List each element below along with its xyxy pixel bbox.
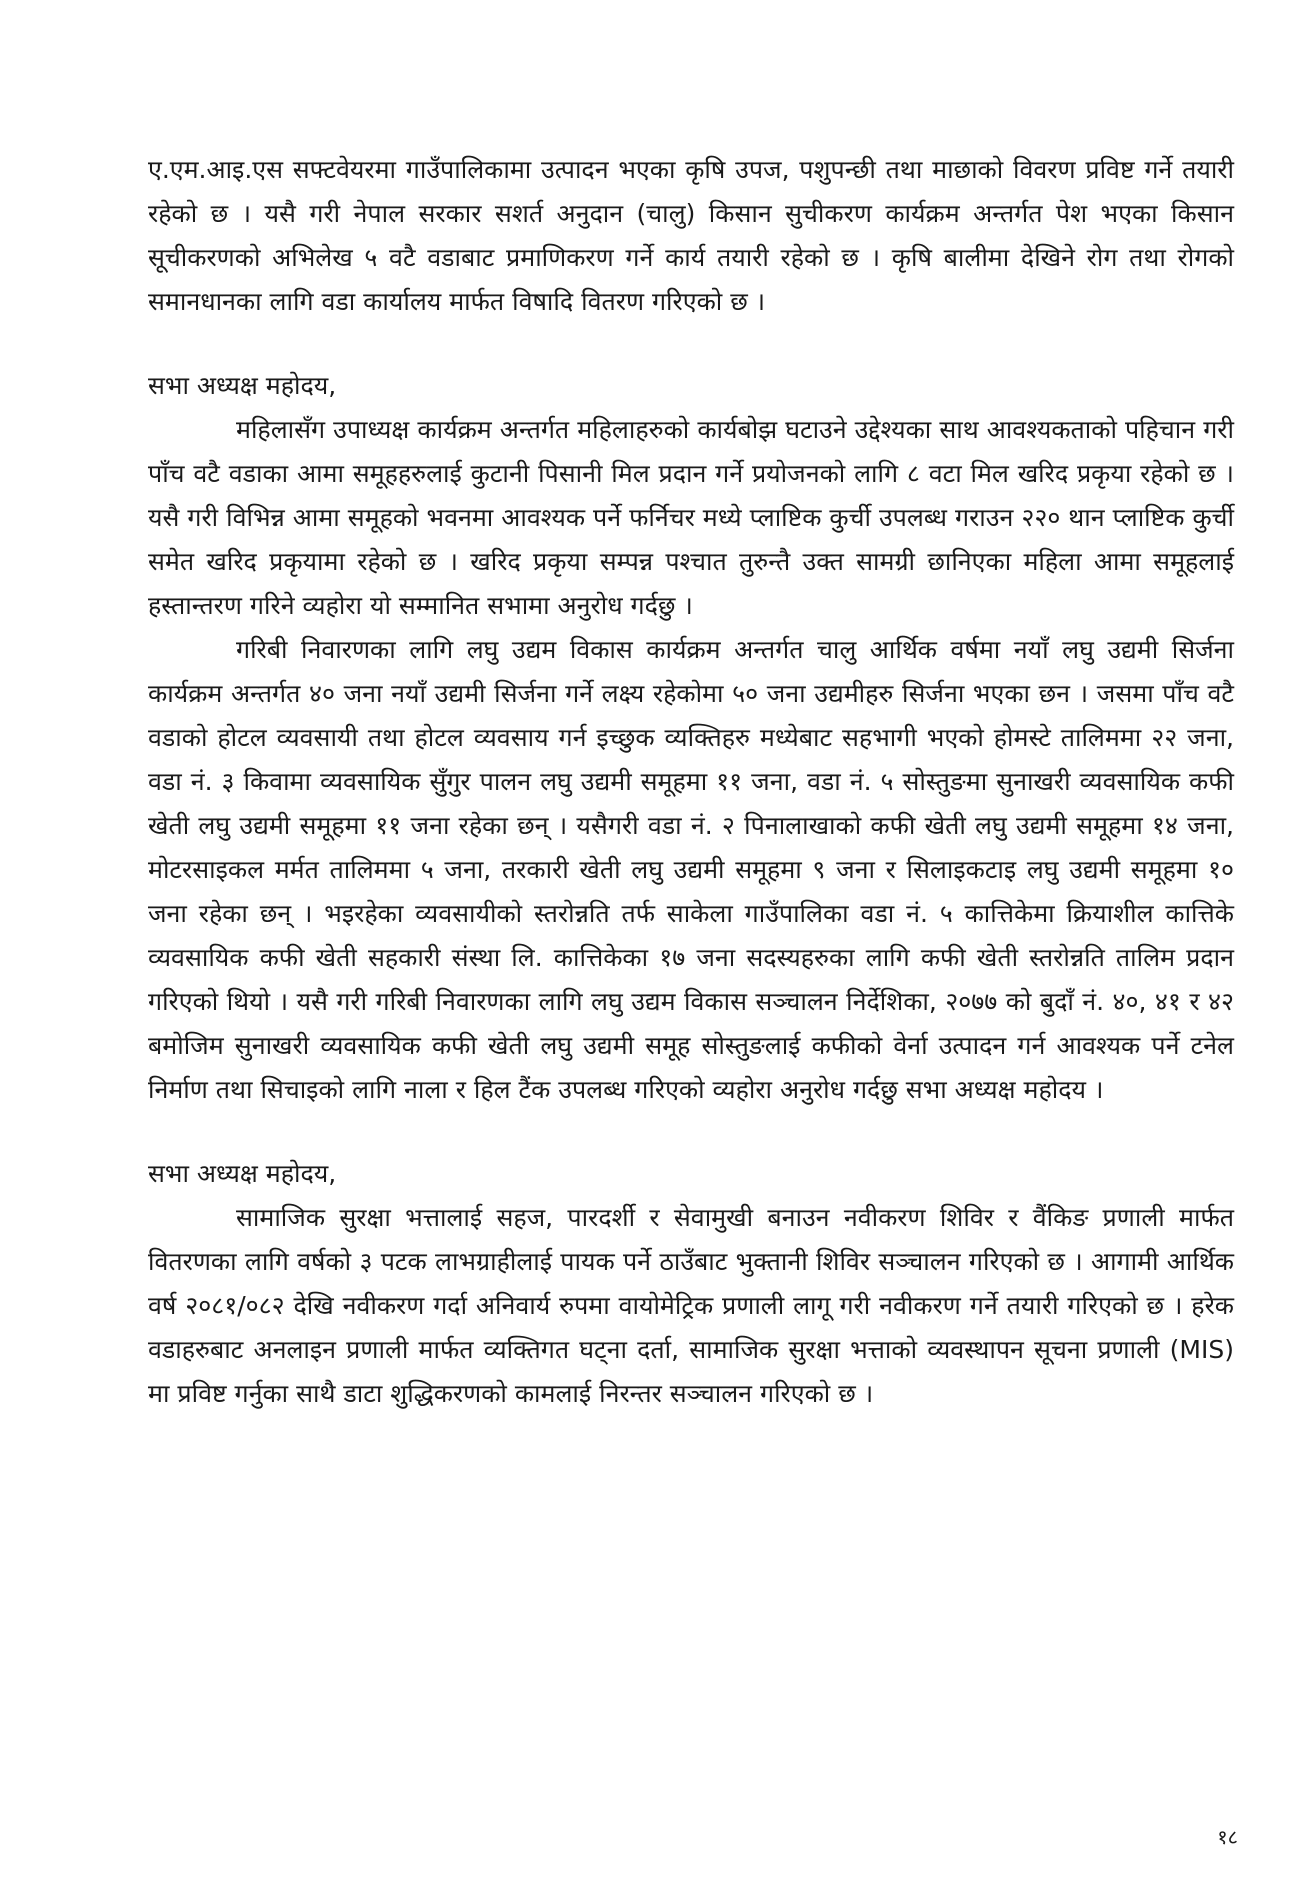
paragraph-poverty-alleviation: गरिबी निवारणका लागि लघु उद्यम विकास कार्यक्रम अन्तर्गत चालु आर्थिक वर्षमा नयाँ लघु उद्यमी सिर्जना कार्यक्रम अन्तर्गत ४० जना नयाँ उद्यमी सिर्जना गर्ने लक्ष्य रहेकोमा ५० जना उद्यमीहरु सिर्जना भएका छन । जसमा पाँच वटै वडाको होटल व्यवसायी तथा होटल व्यवसाय गर्न इच्छुक व्यक्तिहरु मध्येबाट सहभागी भएको होमस्टे तालिममा २२ जना, वडा नं. ३ किवामा व्यवसायिक सुँगुर पालन लघु उद्यमी समूहमा ११ जना, वडा नं. ५ सोस्तुङमा सुनाखरी व्यवसायिक कफी खेती लघु उद्यमी समूहमा ११ जना रहेका छन् । यसैगरी वडा नं. २ पिनालाखाको कफी खेती लघु उद्यमी समूहमा १४ जना, मोटरसाइकल मर्मत तालिममा ५ जना, तरकारी खेती लघु उद्यमी समूहमा ९ जना र सिलाइकटाइ लघु उद्यमी समूहमा १० जना रहेका छन् । भइरहेका व्यवसायीको स्तरोन्नति तर्फ साकेला गाउँपालिका वडा नं. ५ कात्तिकेमा क्रियाशील कात्तिके व्यवसायिक कफी खेती सहकारी संस्था लि. कात्तिकेका १७ जना सदस्यहरुका लागि कफी खेती स्तरोन्नति तालिम प्रदान गरिएको थियो । यसै गरी गरिबी निवारणका लागि लघु उद्यम विकास सञ्चालन निर्देशिका, २०७७ को बुदाँ नं. ४०, ४१ र ४२ बमोजिम सुनाखरी व्यवसायिक कफी खेती लघु उद्यमी समूह सोस्तुङलाई कफीको वेर्ना उत्पादन गर्न आवश्यक पर्ने टनेल निर्माण तथा सिचाइको लागि नाला र हिल टैंक उपलब्ध गरिएको व्यहोरा अनुरोध गर्दछु सभा अध्यक्ष महोदय । — [148, 635, 1234, 1104]
paragraph-women-program: महिलासँग उपाध्यक्ष कार्यक्रम अन्तर्गत महिलाहरुको कार्यबोझ घटाउने उद्देश्यका साथ आवश्यकताको पहिचान गरी पाँच वटै वडाका आमा समूहहरुलाई कुटानी पिसानी मिल प्रदान गर्ने प्रयोजनको लागि ८ वटा मिल खरिद प्रकृया रहेको छ । यसै गरी विभिन्न आमा समूहको भवनमा आवश्यक पर्ने फर्निचर मध्ये प्लाष्टिक कुर्ची उपलब्ध गराउन २२० थान प्लाष्टिक कुर्ची समेत खरिद प्रकृयामा रहेको छ । खरिद प्रकृया सम्पन्न पश्चात तुरुन्तै उक्त सामग्री छानिएका महिला आमा समूहलाई हस्तान्तरण गरिने व्यहोरा यो सम्मानित सभामा अनुरोध गर्दछु । — [148, 415, 1234, 620]
paragraph-social-security: सामाजिक सुरक्षा भत्तालाई सहज, पारदर्शी र सेवामुखी बनाउन नवीकरण शिविर र वैंकिङ प्रणाली मार्फत वितरणका लागि वर्षको ३ पटक लाभग्राहीलाई पायक पर्ने ठाउँबाट भुक्तानी शिविर सञ्चालन गरिएको छ । आगामी आर्थिक वर्ष २०८१/०८२ देखि नवीकरण गर्दा अनिवार्य रुपमा वायोमेट्रिक प्रणाली लागू गरी नवीकरण गर्ने तयारी गरिएको छ । हरेक वडाहरुबाट अनलाइन प्रणाली मार्फत व्यक्तिगत घट्ना दर्ता, सामाजिक सुरक्षा भत्ताको व्यवस्थापन सूचना प्रणाली (MIS) मा प्रविष्ट गर्नुका साथै डाटा शुद्धिकरणको कामलाई निरन्तर सञ्चालन गरिएको छ । — [148, 1203, 1234, 1408]
salutation-chairperson-2: सभा अध्यक्ष महोदय, — [148, 1159, 337, 1188]
page-number: १८ — [1217, 1825, 1238, 1849]
paragraph-agriculture: ए.एम.आइ.एस सफ्टवेयरमा गाउँपालिकामा उत्पादन भएका कृषि उपज, पशुपन्छी तथा माछाको विवरण प्रविष्ट गर्ने तयारी रहेको छ । यसै गरी नेपाल सरकार सशर्त अनुदान (चालु) किसान सुचीकरण कार्यक्रम अन्तर्गत पेश भएका किसान सूचीकरणको अभिलेख ५ वटै वडाबाट प्रमाणिकरण गर्ने कार्य तयारी रहेको छ । कृषि बालीमा देखिने रोग तथा रोगको समानधानका लागि वडा कार्यालय मार्फत विषादि वितरण गरिएको छ । — [148, 155, 1234, 316]
salutation-chairperson: सभा अध्यक्ष महोदय, — [148, 371, 337, 400]
document-body — [148, 148, 1234, 1416]
